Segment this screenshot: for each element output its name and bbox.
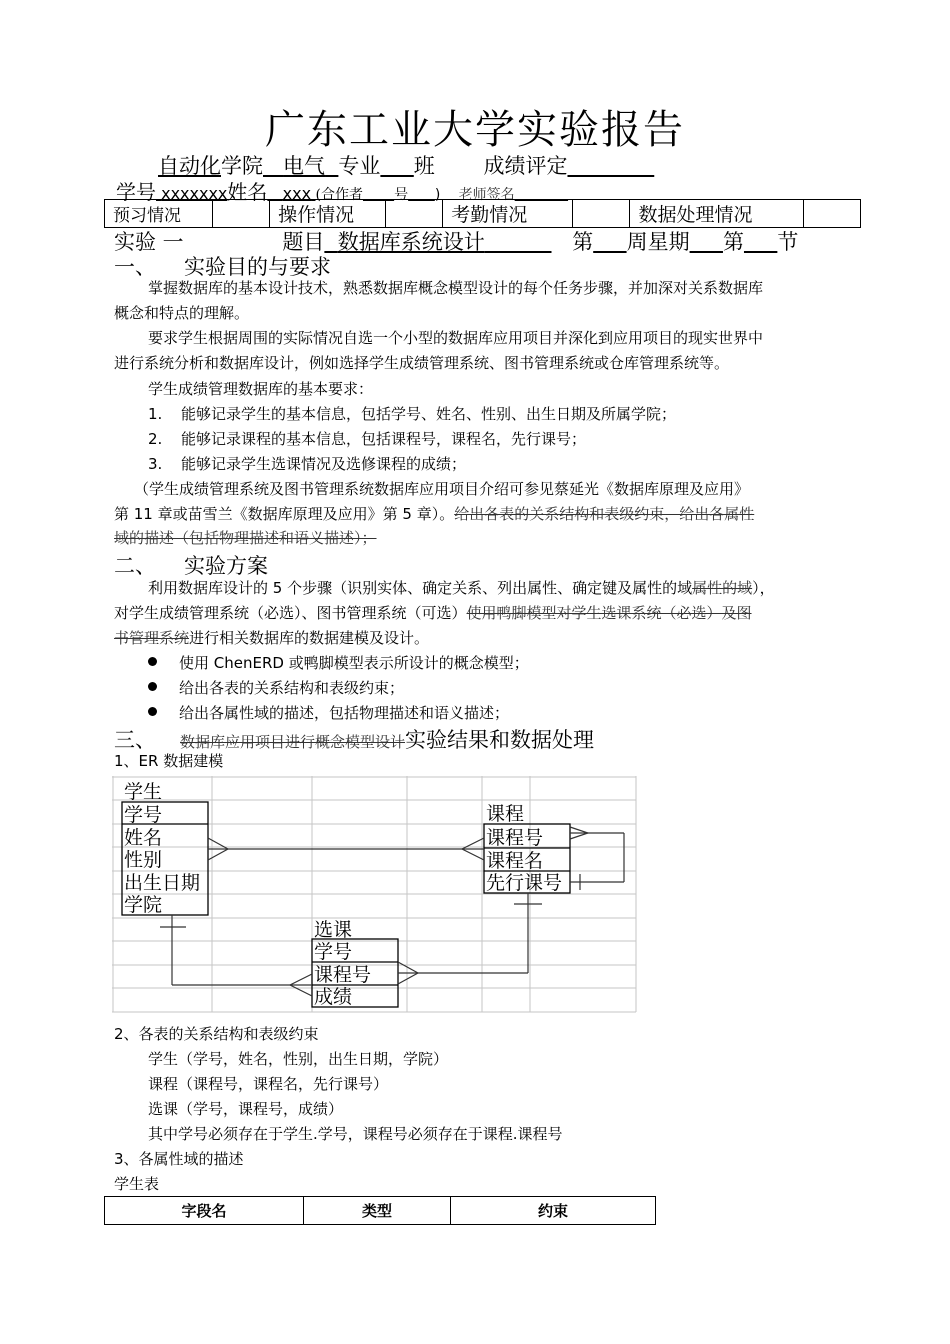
struck-text: 域的描述（包括物理描述和语义描述）； bbox=[114, 529, 377, 547]
method-text: 利用数据库设计的 5 个步骤（识别实体、确定关系、列出属性、确定键及属性的域 bbox=[148, 579, 693, 597]
er-course-field: 先行课号 bbox=[486, 872, 563, 894]
er-student-field: 出生日期 bbox=[124, 872, 201, 894]
section-label: 节 bbox=[777, 230, 799, 254]
er-course-field: 课程号 bbox=[486, 827, 544, 849]
section1-title: 实验目的与要求 bbox=[184, 255, 331, 279]
bullet-icon bbox=[148, 682, 157, 691]
er-enroll-field: 课程号 bbox=[314, 964, 372, 986]
evaluation-table bbox=[104, 199, 861, 228]
relation-course: 课程（课程号，课程名，先行课号） bbox=[148, 1075, 389, 1093]
section3-num: 三、 bbox=[114, 728, 156, 752]
item-text: 能够记录学生选课情况及选修课程的成绩； bbox=[181, 455, 467, 473]
er-gridlines bbox=[112, 776, 636, 1012]
table-header-row bbox=[105, 1197, 656, 1225]
table-header-cell: 字段名 bbox=[105, 1197, 304, 1225]
struck-text: 使用鸭脚模型对学生选课系统（必选）及图 bbox=[466, 604, 752, 622]
experiment-label: 实验 一 bbox=[114, 230, 184, 254]
section2-p2 bbox=[114, 601, 752, 626]
section1-p4a: （学生成绩管理系统及图书管理系统数据库应用项目介绍可参见蔡延光《数据库原理及应用》 bbox=[134, 480, 750, 498]
weekday-label: 周星期 bbox=[626, 230, 690, 254]
er-student-title: 学生 bbox=[124, 781, 163, 803]
eval-operation-label: 操作情况 bbox=[270, 200, 386, 228]
coworker-close: ) bbox=[434, 187, 441, 203]
er-student-field: 性别 bbox=[124, 849, 163, 871]
grade-label: 成绩评定 bbox=[483, 154, 568, 178]
student-table-title: 学生表 bbox=[114, 1175, 160, 1193]
section1-num: 一、 bbox=[114, 255, 156, 279]
student-id-label: 学号 bbox=[116, 180, 156, 204]
section2-p1 bbox=[148, 576, 775, 601]
week-label: 第 bbox=[572, 230, 594, 254]
struck-text: 给出各表的关系结构和表级约束，给出各属性 bbox=[454, 505, 755, 523]
section2-title: 实验方案 bbox=[184, 554, 268, 578]
student-attribute-table bbox=[104, 1196, 656, 1225]
college-label: 学院 bbox=[221, 154, 263, 178]
relation-student: 学生（学号，姓名，性别，出生日期，学院） bbox=[148, 1050, 449, 1068]
item-num: 3. bbox=[148, 455, 163, 473]
section1-p3: 学生成绩管理数据库的基本要求： bbox=[148, 380, 374, 398]
er-enroll-title: 选课 bbox=[314, 919, 353, 941]
bullet-text: 给出各属性域的描述，包括物理描述和语义描述； bbox=[179, 704, 510, 722]
bullet-text: 给出各表的关系结构和表级约束； bbox=[179, 679, 405, 697]
method-text-end: ）， bbox=[752, 579, 775, 597]
name-value: xxx bbox=[282, 184, 312, 203]
eval-preview-label: 预习情况 bbox=[105, 200, 213, 228]
eval-attendance-value bbox=[573, 200, 630, 228]
bullet-icon bbox=[148, 657, 157, 666]
method-bullet bbox=[148, 701, 509, 726]
coworker-label: (合作者 bbox=[315, 187, 363, 203]
section1-p1a: 掌握数据库的基本设计技术，熟悉数据库概念模型设计的每个任务步骤，并加深对关系数据库 bbox=[148, 279, 764, 297]
struck-text: 书管理系统 bbox=[114, 629, 190, 647]
section2-num: 二、 bbox=[114, 554, 156, 578]
table-header-cell: 约束 bbox=[451, 1197, 656, 1225]
section2-p3 bbox=[114, 626, 429, 651]
requirement-item bbox=[148, 402, 676, 427]
er-enroll-field: 学号 bbox=[314, 941, 353, 963]
requirement-item bbox=[148, 452, 466, 477]
coworker-no-label: 号 bbox=[394, 187, 409, 203]
er-relationships bbox=[160, 827, 624, 996]
section-pre: 第 bbox=[722, 230, 744, 254]
eval-attendance-label: 考勤情况 bbox=[443, 200, 573, 228]
eval-data-label: 数据处理情况 bbox=[630, 200, 803, 228]
section1-p2b: 进行系统分析和数据库设计，例如选择学生成绩管理系统、图书管理系统或仓库管理系统等。 bbox=[114, 354, 730, 372]
er-student-field: 学院 bbox=[124, 894, 163, 916]
struck-text: 数据库应用项目进行概念模型设计 bbox=[180, 733, 406, 751]
class-label: 班 bbox=[413, 154, 435, 178]
section1-p4b bbox=[114, 502, 754, 527]
item-num: 1. bbox=[148, 405, 163, 423]
er-student-field: 姓名 bbox=[124, 827, 163, 849]
bullet-icon bbox=[148, 707, 157, 716]
section1-p2a: 要求学生根据周围的实际情况自选一个小型的数据库应用项目并深化到应用项目的现实世界中 bbox=[148, 329, 764, 347]
relation-enroll: 选课（学号，课程号，成绩） bbox=[148, 1100, 344, 1118]
er-subheading: 1、ER 数据建模 bbox=[114, 752, 224, 770]
section1-p1b: 概念和特点的理解。 bbox=[114, 304, 250, 322]
item-text: 能够记录课程的基本信息，包括课程号，课程名，先行课号； bbox=[181, 430, 587, 448]
major-value: 电气 bbox=[283, 154, 326, 178]
eval-data-value bbox=[803, 200, 860, 228]
item-num: 2. bbox=[148, 430, 163, 448]
struck-text: 属性的域 bbox=[692, 579, 753, 597]
domain-subheading: 3、各属性域的描述 bbox=[114, 1150, 244, 1168]
section3-title: 实验结果和数据处理 bbox=[405, 728, 595, 752]
major-label: 专业 bbox=[338, 154, 381, 178]
er-course-title: 课程 bbox=[486, 803, 525, 825]
student-id-value: xxxxxxx bbox=[161, 184, 228, 203]
method-text: 进行相关数据库的数据建模及设计。 bbox=[189, 629, 430, 647]
college-value: 自动化 bbox=[158, 154, 221, 178]
bullet-text: 使用 ChenERD 或鸭脚模型表示所设计的概念模型； bbox=[179, 654, 529, 672]
er-diagram bbox=[112, 776, 638, 1016]
relation-subheading: 2、各表的关系结构和表级约束 bbox=[114, 1025, 319, 1043]
eval-preview-value bbox=[212, 200, 269, 228]
requirement-item bbox=[148, 427, 586, 452]
reference-text: 第 11 章或苗雪兰《数据库原理及应用》第 5 章）。 bbox=[114, 505, 455, 523]
name-label: 姓名 bbox=[227, 180, 268, 204]
er-course-field: 课程名 bbox=[486, 850, 544, 872]
teacher-sign-label: 老师签名 bbox=[458, 187, 515, 203]
topic-label: 题目 bbox=[282, 230, 325, 254]
item-text: 能够记录学生的基本信息，包括学号、姓名、性别、出生日期及所属学院； bbox=[181, 405, 677, 423]
report-title: 广东工业大学实验报告 bbox=[265, 107, 685, 153]
relation-note: 其中学号必须存在于学生.学号，课程号必须存在于课程.课程号 bbox=[148, 1125, 563, 1143]
method-bullet bbox=[148, 676, 404, 701]
method-text: 对学生成绩管理系统（必选）、图书管理系统（可选） bbox=[114, 604, 467, 622]
eval-operation-value bbox=[385, 200, 442, 228]
er-student-field: 学号 bbox=[124, 804, 163, 826]
topic-value: 数据库系统设计 bbox=[337, 230, 485, 254]
section1-p4c bbox=[114, 526, 377, 551]
method-bullet bbox=[148, 651, 529, 676]
table-header-cell: 类型 bbox=[304, 1197, 451, 1225]
er-enroll-field: 成绩 bbox=[314, 986, 353, 1008]
